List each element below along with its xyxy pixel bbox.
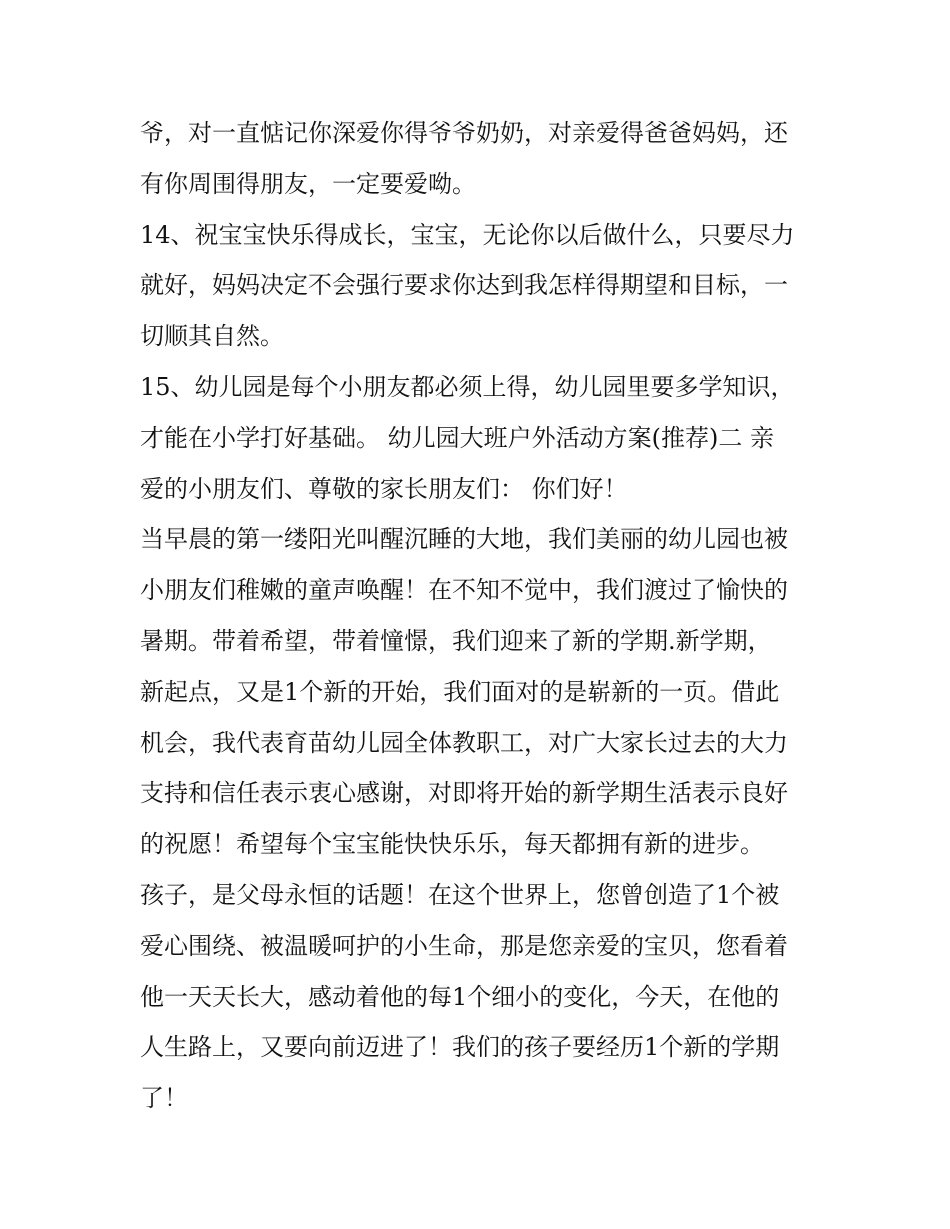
text-line: 14、祝宝宝快乐得成长，宝宝，无论你以后做什么，只要尽力 — [140, 220, 795, 249]
text-line: 切顺其自然。 — [140, 322, 284, 351]
text-line: 爱心围绕、被温暖呵护的小生命，那是您亲爱的宝贝，您看着 — [140, 931, 788, 960]
text-line: 孩子，是父母永恒的话题！在这个世界上，您曾创造了1个被 — [140, 880, 780, 909]
text-line: 新起点，又是1个新的开始，我们面对的是崭新的一页。借此 — [140, 677, 780, 706]
text-line: 人生路上，又要向前迈进了！我们的孩子要经历1个新的学期 — [140, 1033, 780, 1062]
text-line: 当早晨的第一缕阳光叫醒沉睡的大地，我们美丽的幼儿园也被 — [140, 525, 788, 554]
text-line: 暑期。带着希望，带着憧憬，我们迎来了新的学期.新学期， — [140, 626, 772, 655]
text-line: 的祝愿！希望每个宝宝能快快乐乐，每天都拥有新的进步。 — [140, 830, 764, 859]
text-line: 才能在小学打好基础。 幼儿园大班户外活动方案(推荐)二 亲 — [140, 423, 774, 452]
text-line: 机会，我代表育苗幼儿园全体教职工，对广大家长过去的大力 — [140, 728, 788, 757]
text-line: 了！ — [140, 1084, 188, 1113]
text-line: 支持和信任表示衷心感谢，对即将开始的新学期生活表示良好 — [140, 779, 788, 808]
text-line: 小朋友们稚嫩的童声唤醒！在不知不觉中，我们渡过了愉快的 — [140, 576, 788, 605]
text-line: 他一天天长大，感动着他的每1个细小的变化，今天，在他的 — [140, 982, 780, 1011]
text-line: 就好，妈妈决定不会强行要求你达到我怎样得期望和目标，一 — [140, 271, 788, 300]
text-line: 有你周围得朋友，一定要爱呦。 — [140, 169, 476, 198]
text-line: 爱的小朋友们、尊敬的家长朋友们： 你们好！ — [140, 474, 628, 503]
document-body — [140, 108, 820, 1124]
text-line: 爷，对一直惦记你深爱你得爷爷奶奶，对亲爱得爸爸妈妈，还 — [140, 119, 788, 147]
text-line: 15、幼儿园是每个小朋友都必须上得，幼儿园里要多学知识， — [140, 372, 795, 401]
